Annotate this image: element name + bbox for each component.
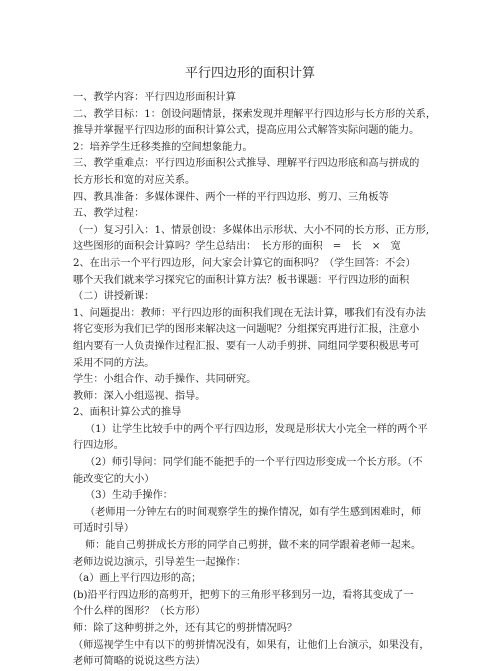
text-line: （a）画上平行四边形的高； — [73, 573, 202, 585]
text-line: 行四边形。 — [73, 440, 124, 452]
text-line: （2）师引导问：同学们能不能把手的一个平行四边形变成一个长方形。（不 — [85, 457, 423, 469]
text-line: （老师用一分钟左右的时间观察学生的操作情况，如有学生感到困难时，师 — [85, 506, 422, 518]
text-line: 组内要有一人负责操作过程汇报、要有一人动手剪拼、同组同学要积极思考可 — [73, 340, 420, 352]
text-line: 采用不同的方法。 — [73, 357, 155, 369]
text-line: （师巡视学生中有以下的剪拼情况没有，如果有，让他们上台演示，如果没有， — [73, 639, 430, 651]
text-line: 学生：小组合作、动手操作、共同研究。 — [73, 374, 257, 386]
text-line: （二）讲授新课： — [73, 291, 155, 303]
text-line: 推导并掌握平行四边形的面积计算公式，提高应用公式解答实际问题的能力。 — [73, 125, 420, 137]
text-line: 1、问题提出：教师：平行四边形的面积我们现在无法计算，哪我们有没有办法 — [73, 307, 426, 319]
text-line: 2：培养学生迁移类推的空间想象能力。 — [73, 141, 253, 153]
text-line: （一）复习引入：1、情景创设：多媒体出示形状、大小不同的长方形、正方形, — [73, 224, 430, 236]
document-title: 平行四边形的面积计算 — [184, 66, 315, 81]
text-line: 能改变它的大小） — [73, 473, 155, 485]
text-line: 个什么样的图形？（长方形） — [73, 606, 206, 618]
text-line: 这些图形的面积会计算吗？学生总结出： 长方形的面积 = 长 × 宽 — [73, 241, 401, 253]
text-line: (b)沿平行四边形的高剪开，把剪下的三角形平移到另一边，看将其变成了一 — [73, 589, 414, 601]
text-line: 将它变形为我们已学的图形来解决这一问题呢？分组探究再进行汇报，注意小 — [73, 324, 420, 336]
text-line: 师：除了这种剪拼之外，还有其它的剪拼情况吗？ — [73, 623, 298, 634]
text-line: 老师可简略的说说这些方法） — [73, 656, 206, 668]
text-line: 四、教具准备：多媒体课件、两个一样的平行四边形、剪刀、三角板等 — [73, 191, 389, 203]
text-line: 三、教学重难点：平行四边形面积公式推导、理解平行四边形底和高与拼成的 — [73, 158, 420, 170]
text-line: 老师边说边演示，引导差生一起操作： — [73, 556, 247, 568]
text-line: 2、在出示一个平行四边形，问大家会计算它的面积吗？（学生回答：不会） — [73, 257, 416, 269]
document-body — [73, 90, 483, 671]
text-line: 五、教学过程： — [73, 208, 145, 220]
text-line: 可适时引导） — [73, 523, 135, 535]
text-line: 教师：深入小组巡视、指导。 — [73, 390, 206, 402]
text-line: 2、面积计算公式的推导 — [73, 407, 182, 419]
text-line: （3）生动手操作： — [85, 490, 173, 502]
text-line: 二、教学目标：1：创设问题情景，探索发现并理解平行四边形与长方形的关系， — [73, 108, 437, 120]
text-line: 一、教学内容：平行四边形面积计算 — [73, 92, 236, 103]
text-line: 哪个天我们就来学习探究它的面积计算方法？板书课题：平行四边形的面积 — [73, 274, 410, 286]
text-line: 长方形长和宽的对应关系。 — [73, 174, 196, 186]
text-line: （1）让学生比较手中的两个平行四边形，发现是形状大小完全一样的两个平 — [85, 423, 428, 435]
text-line: 师：能自己剪拼成长方形的同学自己剪拼，做不来的同学跟着老师一起来。 — [85, 540, 422, 552]
